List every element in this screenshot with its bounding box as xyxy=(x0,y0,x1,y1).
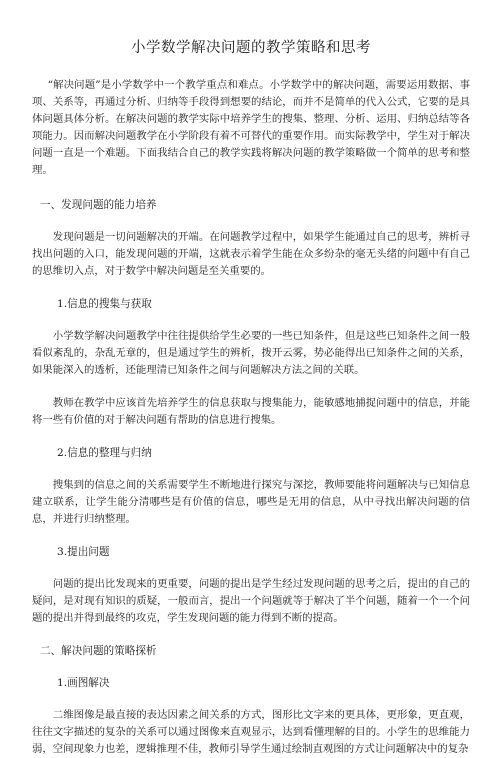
subsection-1-3-paragraph: 问题的提出比发现来的更重要，问题的提出是学生经过发现问题的思考之后，提出的自己的疑问，是对现有知识的质疑，一般而言，提出一个问题就等于解决了半个问题，随着一个一个问题的提出并得到最终的攻克，学生发现问题的能力得到不断的提高。 xyxy=(32,578,470,624)
subsection-1-2-paragraph: 搜集到的信息之间的关系需要学生不断地进行探究与深挖，教师要能将问题解决与已知信息建立联系，让学生能分清哪些是有价值的信息，哪些是无用的信息，从中寻找出解决问题的信息，并进行归纳整理。 xyxy=(32,479,470,525)
subsection-2-1-heading: 1.画图解决 xyxy=(57,677,110,689)
section-1-heading: 一、发现问题的能力培养 xyxy=(40,199,157,211)
intro-paragraph: “解决问题”是小学数学中一个教学重点和难点。小学数学中的解决问题，需要运用数据、事项、关系等，再通过分析、归纳等手段得到想要的结论，而并不是简单的代入公式，它要的是具体问题具体分析。在解决问题的教学实际中培养学生的搜集、整理、分析、运用、归纳总结等各项能力。因而解决问题教学在小学阶段有着不可替代的重要作用。而实际教学中，学生对于解决问题一直是一个难题。下面我结合自己的教学实践将解决问题的教学策略做一个简单的思考和整理。 xyxy=(32,79,470,176)
subsection-1-1-heading: 1.信息的搜集与获取 xyxy=(57,298,152,310)
subsection-1-3-heading: 3.提出问题 xyxy=(57,546,110,558)
subsection-1-1-paragraph-2: 教师在教学中应该首先培养学生的信息获取与搜集能力，能敏感地捕捉问题中的信息，并能将一些有价值的对于解决问题有帮助的信息进行搜集。 xyxy=(32,397,470,426)
subsection-2-1-paragraph: 二维图像是最直接的表达因素之间关系的方式，图形比文字来的更具体，更形象，更直观，往往文字描述的复杂的关系可以通过图像来直观显示，达到看懂理解的目的。小学生的思维能力弱，空间现象力也差，逻辑推理不佳，教师引导学生通过绘制直观图的方式让问题解决中的复杂 xyxy=(32,709,470,755)
subsection-1-1-paragraph-1: 小学数学解决问题教学中往往提供给学生必要的一些已知条件，但是这些已知条件之间一般看似紊乱的，杂乱无章的，但是通过学生的辨析，拨开云雾，势必能得出已知条件之间的关系，如果能深入的透析，还能理清已知条件之间与问题解决方法之间的关联。 xyxy=(32,330,470,376)
page-title: 小学数学解决问题的教学策略和思考 xyxy=(131,40,371,56)
subsection-1-2-heading: 2.信息的整理与归纳 xyxy=(57,447,152,459)
section-1-paragraph: 发现问题是一切问题解决的开端。在问题教学过程中，如果学生能通过自己的思考，辨析寻找出问题的入口，能发现问题的开端，这就表示着学生能在众多纷杂的毫无头绪的问题中有自己的思维切入点，对于数学中解决问题是至关重要的。 xyxy=(32,231,470,277)
section-2-heading: 二、解决问题的策略探析 xyxy=(40,645,157,657)
